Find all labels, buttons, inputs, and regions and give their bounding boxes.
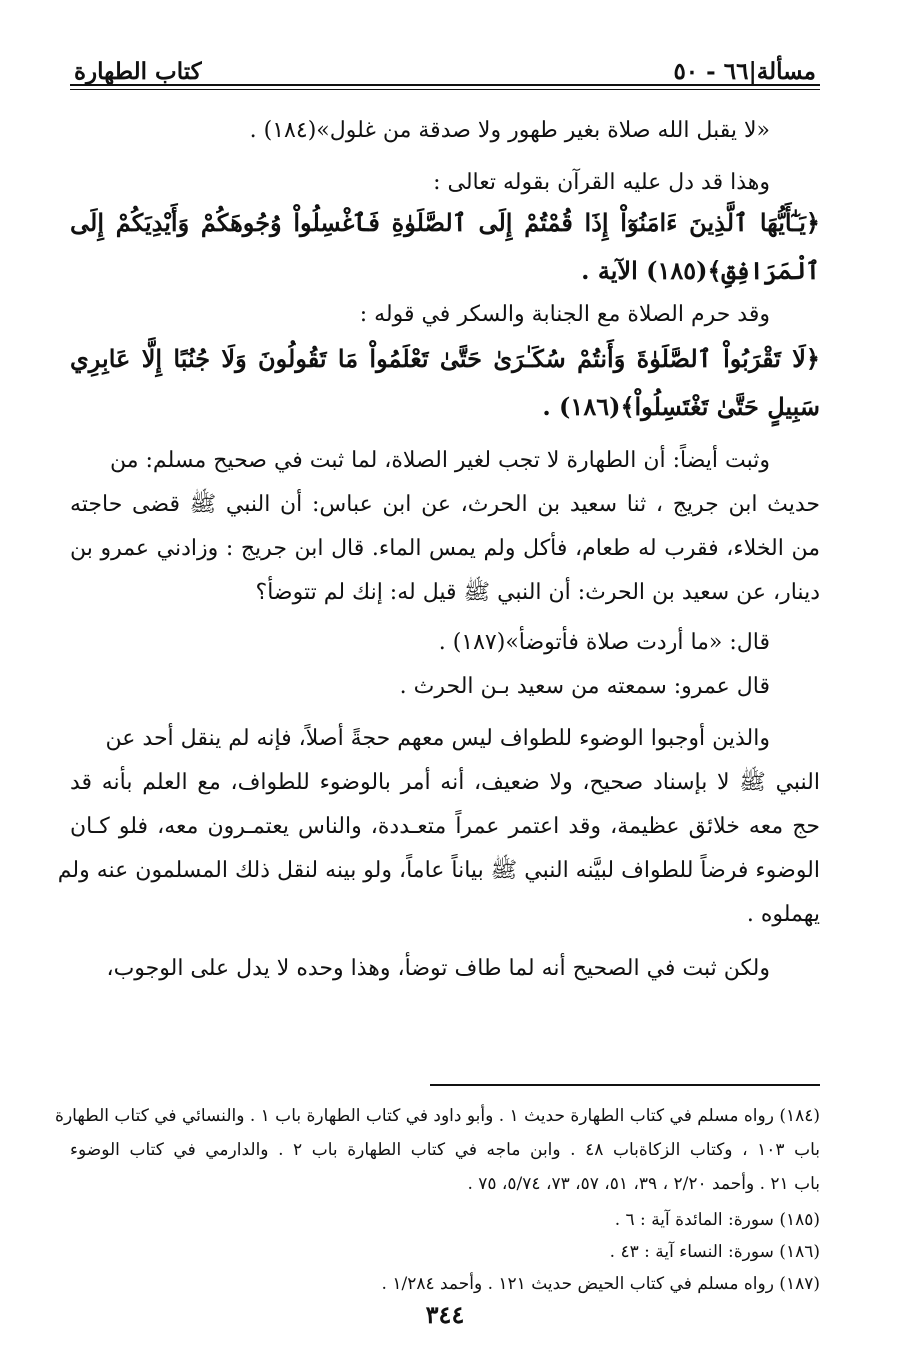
footnote-separator — [430, 1084, 820, 1086]
text-line: وقد حرم الصلاة مع الجنابة والسكر في قوله : — [359, 302, 770, 327]
text-line: النبي ﷺ لا بإسناد صحيح، ولا ضعيف، أنه أمر بالوضوء للطواف، مع العلم بأنه قد — [70, 770, 820, 795]
header-rule-thin — [70, 89, 820, 90]
footnote: (١٨٤) رواه مسلم في كتاب الطهارة حديث ١ . وأبو داود في كتاب الطهارة باب ١ . والنسائي في كتاب الطهارة — [55, 1106, 820, 1126]
text-line: حديث ابن جريج ، ثنا سعيد بن الحرث، عن ابن عباس: أن النبي ﷺ قضى حاجته — [70, 492, 820, 517]
book-page — [55, 44, 821, 1334]
quran-verse: ﴿لَا تَقْرَبُواْ ٱلصَّلَوٰةَ وَأَنتُمْ سُكَـٰرَىٰ حَتَّىٰ تَعْلَمُواْ مَا تَقُولُونَ وَلَا جُنُبًا إِلَّا عَابِرِي — [70, 344, 820, 373]
header-rule-thick — [70, 84, 820, 86]
page-number: ٣٤٤ — [425, 1300, 465, 1329]
issue-number: مسألة|٦٦ - ٥٠ — [673, 58, 816, 85]
text-line: وهذا قد دل عليه القرآن بقوله تعالى : — [433, 170, 770, 195]
text-line: دينار، عن سعيد بن الحرث: أن النبي ﷺ قيل له: إنك لم تتوضأ؟ — [255, 580, 820, 605]
chapter-title: كتاب الطهارة — [74, 58, 202, 85]
text-line: قال عمرو: سمعته من سعيد بـن الحرث . — [399, 674, 770, 699]
footnote: (١٨٦) سورة: النساء آية : ٤٣ . — [609, 1242, 820, 1262]
footnote: (١٨٧) رواه مسلم في كتاب الحيض حديث ١٢١ . وأحمد ١/٢٨٤ . — [381, 1274, 820, 1294]
text-line: حج معه خلائق عظيمة، وقد اعتمر عمراً متعـددة، والناس يعتمـرون معه، فلو كـان — [70, 814, 820, 839]
footnote: (١٨٥) سورة: المائدة آية : ٦ . — [614, 1210, 820, 1230]
footnote: باب ٢١ . وأحمد ٢/٢٠ ، ٣٩، ٥١، ٥٧، ٧٣، ٥/٧٤، ٧٥ . — [467, 1174, 820, 1194]
quran-verse: ﴿يَـٰٓأَيُّهَا ٱلَّذِينَ ءَامَنُوٓاْ إِذَا قُمْتُمْ إِلَى ٱلصَّلَوٰةِ فَٱغْسِلُواْ وُجُوهَكُمْ وَأَيْدِيَكُمْ إِلَى — [70, 208, 820, 237]
text-line: يهملوه . — [746, 902, 820, 927]
page-header — [70, 52, 820, 88]
footnote: باب ١٠٣ ، وكتاب الزكاةباب ٤٨ . وابن ماجه في كتاب الطهارة باب ٢ . والدارمي في كتاب الوضوء — [70, 1140, 821, 1160]
text-line: الوضوء فرضاً للطواف لبيَّنه النبي ﷺ بياناً عاماً، ولو بينه لنقل ذلك المسلمون عنه ولم — [57, 858, 820, 883]
text-line: ولكن ثبت في الصحيح أنه لما طاف توضأ، وهذا وحده لا يدل على الوجوب، — [106, 956, 770, 981]
text-line: والذين أوجبوا الوضوء للطواف ليس معهم حجةً أصلاً، فإنه لم ينقل أحد عن — [105, 726, 770, 751]
text-line: «لا يقبل الله صلاة بغير طهور ولا صدقة من غلول»(١٨٤) . — [249, 118, 770, 143]
quran-verse: ٱلْمَرَافِقِ﴾(١٨٥) الآية . — [581, 256, 820, 285]
quran-verse: سَبِيلٍ حَتَّىٰ تَغْتَسِلُواْ﴾(١٨٦) . — [542, 392, 820, 421]
text-line: وثبت أيضاً: أن الطهارة لا تجب لغير الصلاة، لما ثبت في صحيح مسلم: من — [109, 448, 770, 473]
text-line: من الخلاء، فقرب له طعام، فأكل ولم يمس الماء. قال ابن جريج : وزادني عمرو بن — [70, 536, 820, 561]
text-line: قال: «ما أردت صلاة فأتوضأ»(١٨٧) . — [438, 630, 770, 655]
